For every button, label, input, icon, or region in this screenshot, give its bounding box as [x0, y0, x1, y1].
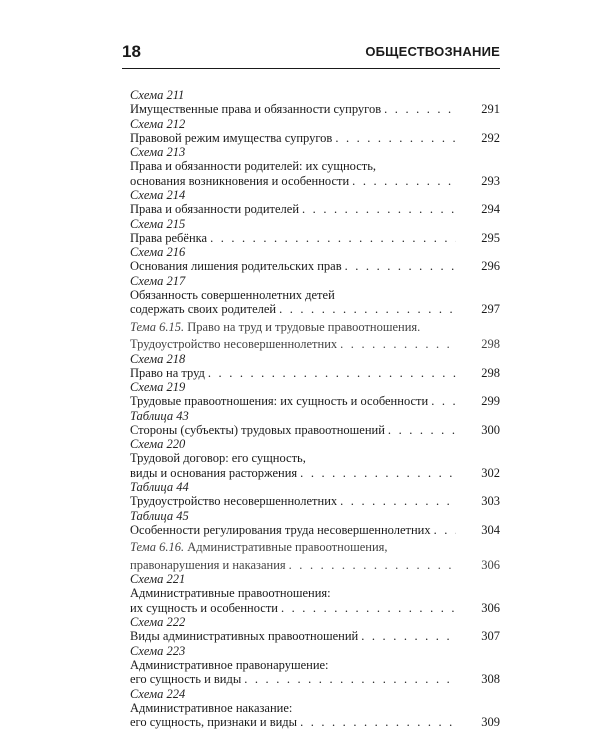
toc-entry-page-number: 300	[481, 422, 500, 437]
toc-entry-line	[130, 540, 500, 555]
header-rule	[122, 68, 500, 69]
dot-leader	[335, 131, 456, 146]
dot-leader	[384, 102, 456, 117]
table-of-contents	[130, 88, 500, 730]
toc-entry-caption: Схема 211	[130, 88, 185, 102]
toc-entry-line	[130, 366, 500, 381]
toc-entry-line	[130, 715, 500, 730]
toc-entry-text: Право на труд	[130, 365, 205, 380]
toc-entry-line	[130, 174, 500, 189]
toc-entry-title	[130, 601, 278, 616]
toc-entry	[130, 352, 500, 381]
toc-entry-line	[130, 658, 500, 673]
dot-leader	[340, 337, 456, 352]
toc-entry-page-number: 291	[481, 102, 500, 116]
dot-leader	[281, 601, 456, 616]
toc-entry	[130, 274, 500, 317]
toc-entry-text: Трудоустройство несовершеннолетних	[130, 494, 338, 508]
toc-entry-title	[130, 131, 332, 146]
toc-entry	[130, 509, 500, 538]
toc-entry-page-number: 308	[481, 672, 500, 686]
toc-entry-text: Трудовой договор: его сущность,	[130, 451, 306, 465]
toc-entry-text: Права и обязанности родителей	[130, 202, 300, 216]
topic-label: Тема 6.16.	[130, 540, 185, 554]
toc-entry-line	[130, 701, 500, 716]
toc-entry-text: Особенности регулирования труда несовершеннолетних	[130, 522, 431, 537]
toc-entry-text: виды и основания расторжения	[130, 465, 298, 480]
toc-entry-line	[130, 586, 500, 601]
toc-entry-line	[130, 202, 500, 217]
toc-entry-caption: Схема 224	[130, 686, 186, 701]
toc-entry-line	[130, 523, 500, 538]
toc-entry-text: Обязанность совершеннолетних детей	[130, 287, 335, 302]
toc-entry-line	[130, 494, 500, 509]
toc-entry	[130, 217, 500, 246]
toc-entry	[130, 145, 500, 188]
toc-entry-line	[130, 159, 500, 174]
toc-entry-page-number: 295	[481, 230, 500, 245]
dot-leader	[352, 174, 456, 189]
toc-entry	[130, 117, 500, 146]
toc-entry-text: Административное правонарушение:	[130, 657, 329, 672]
toc-entry-title	[130, 159, 500, 174]
toc-entry-text: их сущность и особенности	[130, 600, 278, 615]
toc-entry-title	[130, 466, 297, 481]
toc-entry-text: Административные правоотношения:	[130, 586, 331, 600]
toc-entry-line	[130, 259, 500, 274]
toc-entry-page-number: 293	[481, 173, 500, 188]
toc-entry-title	[130, 259, 342, 274]
dot-leader	[210, 231, 456, 246]
dot-leader	[300, 715, 456, 730]
toc-entry-page-number: 307	[481, 629, 500, 643]
toc-entry-caption: Схема 218	[130, 351, 186, 366]
toc-entry-text: Трудовые правоотношения: их сущность и особенности	[130, 394, 429, 408]
dot-leader	[388, 423, 456, 438]
toc-entry-page-number: 297	[481, 302, 500, 316]
toc-entry-title	[130, 423, 385, 438]
toc-entry-caption: Схема 217	[130, 273, 186, 288]
toc-entry-text: Правовой режим имущества супругов	[130, 130, 333, 145]
toc-entry-page-number: 303	[481, 494, 500, 508]
toc-entry	[130, 615, 500, 644]
toc-entry-page-number: 296	[481, 259, 500, 273]
toc-entry-title	[130, 523, 431, 538]
toc-entry-page-number: 298	[481, 337, 500, 351]
dot-leader	[361, 629, 456, 644]
page-number: 18	[122, 42, 141, 61]
toc-entry-text: Права ребёнка	[130, 230, 208, 245]
topic-label: Тема 6.15.	[130, 319, 185, 334]
toc-entry-page-number: 302	[481, 465, 500, 480]
toc-entry-text: Право на труд и трудовые правоотношения.	[187, 319, 421, 334]
toc-entry-text: содержать своих родителей	[130, 302, 277, 316]
toc-entry-title	[130, 701, 500, 716]
toc-entry-line	[130, 466, 500, 481]
page-header	[122, 40, 500, 66]
toc-entry-title	[130, 672, 241, 687]
toc-entry-line	[130, 394, 500, 409]
toc-entry-title	[130, 174, 349, 189]
dot-leader	[300, 466, 456, 481]
toc-entry-line	[130, 629, 500, 644]
toc-entry-title	[130, 366, 205, 381]
toc-entry-text: Основания лишения родительских прав	[130, 259, 342, 273]
toc-entry-title	[130, 658, 500, 673]
toc-entry	[130, 644, 500, 687]
toc-entry-page-number: 298	[481, 365, 500, 380]
toc-entry-title	[130, 302, 276, 317]
toc-entry-line	[130, 131, 500, 146]
toc-entry-title	[130, 202, 299, 217]
toc-entry-page-number: 304	[481, 522, 500, 537]
toc-entry	[130, 687, 500, 730]
toc-entry-title	[130, 586, 500, 601]
dot-leader	[279, 302, 456, 317]
toc-entry	[130, 88, 500, 117]
toc-entry-line	[130, 102, 500, 117]
toc-entry-text: Трудоустройство несовершеннолетних	[130, 337, 338, 351]
running-title: ОБЩЕСТВОЗНАНИЕ	[365, 44, 500, 59]
toc-entry-line	[130, 558, 500, 573]
toc-entry-title	[130, 558, 286, 573]
toc-entry-page-number: 299	[481, 394, 500, 408]
dot-leader	[208, 366, 456, 381]
toc-entry-text: Имущественные права и обязанности супругов	[130, 102, 382, 116]
dot-leader	[244, 672, 456, 687]
toc-entry	[130, 572, 500, 615]
toc-entry	[130, 437, 500, 480]
toc-entry-title	[130, 288, 500, 303]
dot-leader	[340, 494, 456, 509]
toc-entry-page-number: 309	[481, 715, 500, 729]
toc-entry-text: правонарушения и наказания	[130, 557, 286, 572]
toc-entry-caption: Схема 212	[130, 116, 186, 131]
toc-entry-title	[130, 451, 500, 466]
toc-entry-page-number: 306	[481, 600, 500, 615]
toc-entry-caption: Схема 220	[130, 437, 186, 451]
toc-entry	[130, 409, 500, 438]
toc-entry-title	[130, 231, 207, 246]
toc-entry-caption: Схема 216	[130, 245, 186, 259]
dot-leader	[434, 523, 456, 538]
dot-leader	[431, 394, 456, 409]
toc-entry-caption: Схема 221	[130, 572, 186, 586]
toc-entry-line	[130, 423, 500, 438]
toc-entry-title	[130, 320, 500, 335]
toc-entry-page-number: 294	[481, 202, 500, 216]
toc-entry-caption: Схема 214	[130, 188, 186, 202]
toc-entry-title	[130, 494, 337, 509]
toc-entry-caption: Таблица 45	[130, 508, 189, 523]
toc-entry-title	[130, 629, 358, 644]
toc-entry-caption: Схема 213	[130, 145, 186, 159]
toc-entry-text: основания возникновения и особенности	[130, 173, 350, 188]
toc-entry-title	[130, 337, 337, 352]
toc-entry-text: Стороны (субъекты) трудовых правоотношений	[130, 422, 385, 437]
dot-leader	[345, 259, 456, 274]
toc-entry	[130, 380, 500, 409]
toc-entry-line	[130, 672, 500, 687]
toc-entry-line	[130, 451, 500, 466]
toc-entry-page-number: 292	[481, 130, 500, 145]
toc-entry-title	[130, 394, 428, 409]
dot-leader	[289, 558, 456, 573]
toc-entry-caption: Схема 223	[130, 643, 186, 658]
toc-entry	[130, 245, 500, 274]
toc-entry-title	[130, 715, 297, 730]
toc-entry-line	[130, 320, 500, 335]
toc-entry-page-number: 306	[481, 557, 500, 572]
toc-entry-text: его сущность и виды	[130, 672, 242, 686]
toc-entry-text: Права и обязанности родителей: их сущность,	[130, 159, 377, 173]
toc-entry-title	[130, 102, 381, 117]
toc-entry	[130, 480, 500, 509]
toc-entry-text: Административные правоотношения,	[187, 540, 388, 554]
toc-entry-text: его сущность, признаки и виды	[130, 715, 298, 729]
toc-entry	[130, 540, 500, 572]
toc-entry-line	[130, 337, 500, 352]
toc-entry-title	[130, 540, 500, 555]
toc-entry-line	[130, 231, 500, 246]
toc-entry-text: Виды административных правоотношений	[130, 629, 359, 643]
toc-entry-caption: Схема 222	[130, 615, 186, 629]
toc-entry-text: Административное наказание:	[130, 700, 293, 715]
toc-entry	[130, 188, 500, 217]
toc-entry-caption: Схема 219	[130, 380, 186, 394]
toc-entry-line	[130, 601, 500, 616]
toc-entry-caption: Таблица 43	[130, 408, 189, 423]
toc-entry-line	[130, 288, 500, 303]
toc-entry	[130, 320, 500, 352]
toc-entry-caption: Схема 215	[130, 216, 186, 231]
toc-entry-caption: Таблица 44	[130, 480, 189, 494]
dot-leader	[302, 202, 456, 217]
toc-entry-line	[130, 302, 500, 317]
